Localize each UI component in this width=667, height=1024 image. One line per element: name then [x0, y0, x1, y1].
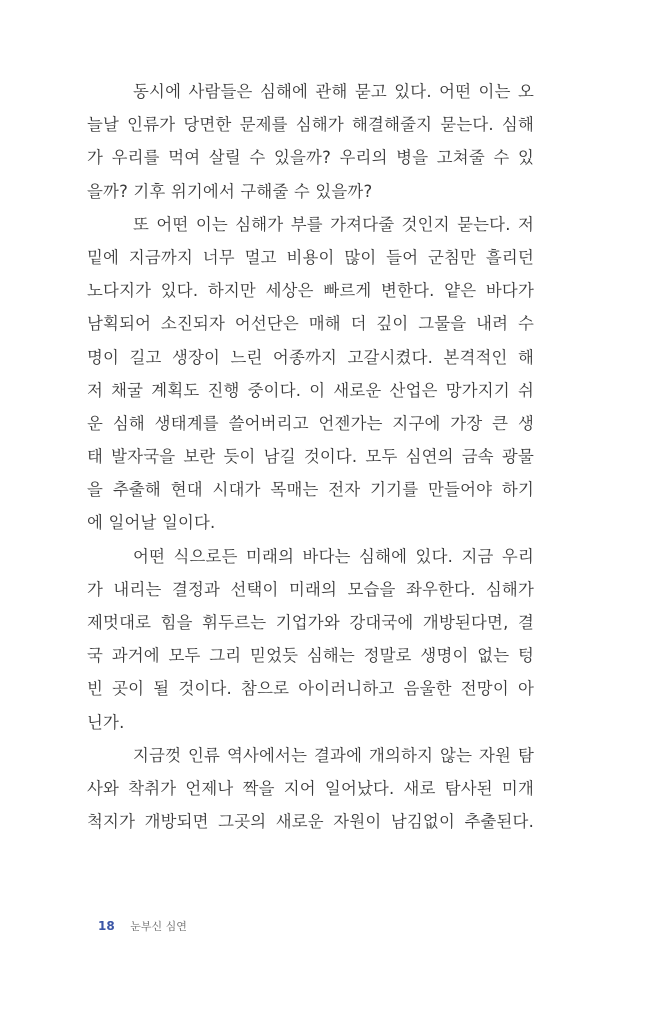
- page-number: 18: [98, 919, 115, 933]
- text-line: 가 우리를 먹여 살릴 수 있을까? 우리의 병을 고쳐줄 수 있: [87, 148, 534, 168]
- text-line: 을 추출해 현대 시대가 목매는 전자 기기를 만들어야 하기: [87, 480, 534, 500]
- text-line: 척지가 개방되면 그곳의 새로운 자원이 남김없이 추출된다.: [87, 812, 534, 832]
- text-line: 노다지가 있다. 하지만 세상은 빠르게 변한다. 얕은 바다가: [87, 281, 534, 301]
- text-line: 또 어떤 이는 심해가 부를 가져다줄 것인지 묻는다. 저: [133, 214, 534, 234]
- paragraph-1: [87, 75, 534, 208]
- text-line: 어떤 식으로든 미래의 바다는 심해에 있다. 지금 우리: [133, 546, 534, 566]
- text-line: 국 과거에 모두 그리 믿었듯 심해는 정말로 생명이 없는 텅: [87, 646, 534, 666]
- text-line: 닌가.: [87, 712, 125, 732]
- text-line: 저 채굴 계획도 진행 중이다. 이 새로운 산업은 망가지기 쉬: [87, 380, 534, 400]
- page-footer: [98, 918, 187, 934]
- text-line: 동시에 사람들은 심해에 관해 묻고 있다. 어떤 이는 오: [133, 82, 534, 101]
- text-line: 명이 길고 생장이 느린 어종까지 고갈시켰다. 본격적인 해: [87, 347, 534, 367]
- text-line: 늘날 인류가 당면한 문제를 심해가 해결해줄지 묻는다. 심해: [87, 115, 534, 135]
- text-line: 태 발자국을 보란 듯이 남길 것이다. 모두 심연의 금속 광물: [87, 447, 534, 467]
- text-line: 사와 착취가 언제나 짝을 지어 일어났다. 새로 탐사된 미개: [87, 778, 534, 798]
- text-line: 제멋대로 힘을 휘두르는 기업가와 강대국에 개방된다면, 결: [87, 613, 534, 632]
- text-line: 지금껏 인류 역사에서는 결과에 개의하지 않는 자원 탐: [133, 745, 534, 765]
- text-line: 남획되어 소진되자 어선단은 매해 더 깊이 그물을 내려 수: [87, 314, 534, 334]
- paragraph-2: [87, 208, 534, 540]
- paragraph-4: [87, 739, 534, 839]
- text-line: 가 내리는 결정과 선택이 미래의 모습을 좌우한다. 심해가: [87, 579, 534, 599]
- text-line: 밑에 지금까지 너무 멀고 비용이 많이 들어 군침만 흘리던: [87, 247, 534, 267]
- text-line: 운 심해 생태계를 쓸어버리고 언젠가는 지구에 가장 큰 생: [87, 413, 534, 433]
- text-line: 빈 곳이 될 것이다. 참으로 아이러니하고 음울한 전망이 아: [87, 679, 534, 699]
- text-line: 에 일어날 일이다.: [87, 513, 216, 533]
- paragraph-3: [87, 540, 534, 739]
- body-text: [87, 75, 534, 838]
- running-title: 눈부신 심연: [130, 920, 187, 933]
- text-line: 을까? 기후 위기에서 구해줄 수 있을까?: [87, 181, 373, 201]
